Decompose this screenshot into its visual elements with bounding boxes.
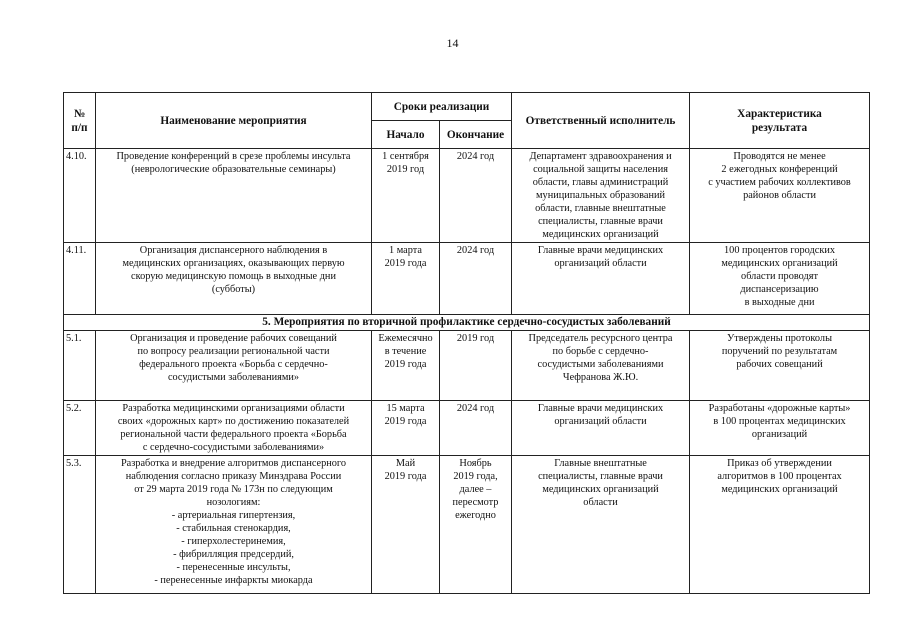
cell-responsible-line: Департамент здравоохранения и: [529, 151, 672, 162]
cell-name-line: - гиперхолестеринемия,: [181, 536, 286, 547]
cell-name-line: Разработка и внедрение алгоритмов диспансерного: [120, 458, 347, 469]
cell-end: [440, 149, 512, 243]
cell-responsible-line: организаций области: [554, 416, 647, 427]
cell-name-line: (субботы): [211, 284, 256, 295]
cell-end-line: Ноябрь: [459, 458, 492, 469]
cell-start-line: 1 сентября: [382, 151, 429, 162]
header-end: Окончание: [440, 121, 512, 149]
cell-name-line: скорую медицинскую помощь в выходные дни: [131, 271, 336, 282]
header-result: Характеристика результата: [690, 93, 870, 149]
header-responsible: Ответственный исполнитель: [512, 93, 690, 149]
cell-responsible-line: специалисты, главные врачи: [538, 471, 663, 482]
header-timing: Сроки реализации: [372, 93, 512, 121]
cell-name: [96, 331, 372, 401]
header-num: № п/п: [64, 93, 96, 149]
cell-result-line: алгоритмов в 100 процентах: [717, 471, 842, 482]
cell-responsible-line: Чефранова Ж.Ю.: [562, 372, 639, 383]
cell-result-line: Проводятся не менее: [733, 151, 826, 162]
cell-name-line: Организация и проведение рабочих совещаний: [130, 333, 337, 344]
cell-start: [372, 401, 440, 456]
cell-start: [372, 149, 440, 243]
cell-name-line: наблюдения согласно приказу Минздрава России: [125, 471, 342, 482]
cell-num: 4.10.: [64, 149, 96, 243]
cell-result-line: в выходные дни: [744, 297, 815, 308]
cell-responsible: [512, 456, 690, 594]
cell-responsible-line: Главные внештатные: [554, 458, 647, 469]
cell-name-line: Проведение конференций в срезе проблемы инсульта: [116, 151, 351, 162]
cell-result: [690, 331, 870, 401]
cell-result-line: 100 процентов городских: [724, 245, 835, 256]
cell-name-line: Организация диспансерного наблюдения в: [139, 245, 328, 256]
table-row: [64, 331, 870, 401]
cell-responsible-line: по борьбе с сердечно-: [552, 346, 649, 357]
cell-name-line: - перенесенные инсульты,: [176, 562, 291, 573]
cell-end: [440, 456, 512, 594]
cell-responsible-line: Председатель ресурсного центра: [528, 333, 673, 344]
table-row: [64, 149, 870, 243]
cell-name-line: - артериальная гипертензия,: [171, 510, 296, 521]
cell-name-line: федерального проекта «Борьба с сердечно-: [139, 359, 328, 370]
cell-result-line: 2 ежегодных конференций: [721, 164, 838, 175]
cell-result-line: рабочих совещаний: [736, 359, 823, 370]
cell-end-line: 2019 года,: [453, 471, 498, 482]
cell-start-line: 1 марта: [389, 245, 422, 256]
page-number: 14: [446, 36, 459, 50]
cell-num: 5.2.: [64, 401, 96, 456]
cell-result-line: Утверждены протоколы: [727, 333, 832, 344]
cell-start-line: 2019 года: [384, 471, 427, 482]
cell-start-line: в течение: [384, 346, 427, 357]
cell-name: [96, 401, 372, 456]
cell-name-line: - перенесенные инфаркты миокарда: [154, 575, 313, 586]
header-start: Начало: [372, 121, 440, 149]
cell-responsible-line: области, главы администраций: [532, 177, 669, 188]
header-name: Наименование мероприятия: [96, 93, 372, 149]
cell-name-line: региональной части федерального проекта «Борьба: [120, 429, 347, 440]
cell-end: [440, 331, 512, 401]
cell-name-line: Разработка медицинскими организациями области: [122, 403, 345, 414]
table-row: [64, 243, 870, 315]
cell-result-line: в 100 процентах медицинских: [713, 416, 846, 427]
cell-responsible-line: Главные врачи медицинских: [537, 245, 664, 256]
cell-num: 5.1.: [64, 331, 96, 401]
table-row: [64, 401, 870, 456]
cell-name: [96, 149, 372, 243]
cell-end-line: 2024 год: [456, 245, 495, 256]
cell-name-line: нозологиям:: [206, 497, 261, 508]
cell-result-line: медицинских организаций: [721, 258, 838, 269]
cell-responsible: [512, 401, 690, 456]
cell-responsible-line: социальной защиты населения: [533, 164, 668, 175]
activities-table: [63, 92, 870, 594]
cell-start-line: 2019 года: [384, 258, 427, 269]
cell-num: 5.3.: [64, 456, 96, 594]
cell-start-line: 2019 год: [386, 164, 425, 175]
cell-start: [372, 243, 440, 315]
table-row: [64, 456, 870, 594]
cell-responsible: [512, 331, 690, 401]
cell-name-line: медицинских организациях, оказывающих первую: [122, 258, 345, 269]
cell-result: [690, 456, 870, 594]
cell-start-line: 2019 года: [384, 416, 427, 427]
cell-name-line: сосудистыми заболеваниями»: [167, 372, 300, 383]
cell-result-line: организаций: [751, 429, 808, 440]
cell-name-line: от 29 марта 2019 года № 173н по следующим: [134, 484, 333, 495]
cell-result-line: диспансеризацию: [740, 284, 819, 295]
cell-name: [96, 456, 372, 594]
cell-responsible-line: медицинских организаций: [542, 484, 659, 495]
cell-end-line: 2019 год: [456, 333, 495, 344]
cell-responsible: [512, 149, 690, 243]
cell-end-line: далее –: [459, 484, 492, 495]
cell-name: [96, 243, 372, 315]
cell-end-line: пересмотр: [452, 497, 499, 508]
cell-start-line: 2019 года: [384, 359, 427, 370]
cell-end: [440, 243, 512, 315]
cell-responsible-line: сосудистыми заболеваниями: [537, 359, 664, 370]
cell-result-line: области проводят: [741, 271, 818, 282]
cell-responsible-line: области, главные внештатные: [535, 203, 666, 214]
cell-responsible-line: специалисты, главные врачи: [538, 216, 663, 227]
cell-name-line: с сердечно-сосудистыми заболеваниями»: [142, 442, 325, 453]
cell-start-line: Ежемесячно: [378, 333, 433, 344]
cell-result-line: медицинских организаций: [721, 484, 838, 495]
cell-end-line: 2024 год: [456, 403, 495, 414]
cell-result-line: районов области: [743, 190, 816, 201]
cell-result: [690, 149, 870, 243]
cell-name-line: - фибрилляция предсердий,: [173, 549, 294, 560]
cell-start: [372, 456, 440, 594]
table-body-section-title: [64, 315, 870, 331]
cell-start-line: Май: [395, 458, 416, 469]
cell-name-line: по вопросу реализации региональной части: [137, 346, 330, 357]
cell-responsible-line: Главные врачи медицинских: [537, 403, 664, 414]
cell-num: 4.11.: [64, 243, 96, 315]
cell-responsible-line: медицинских организаций: [542, 229, 659, 240]
cell-end-line: ежегодно: [455, 510, 496, 521]
cell-name-line: - стабильная стенокардия,: [176, 523, 291, 534]
section-title: 5. Мероприятия по вторичной профилактике сердечно-сосудистых заболеваний: [64, 315, 870, 331]
cell-end: [440, 401, 512, 456]
cell-responsible-line: муниципальных образований: [536, 190, 665, 201]
table-body-section-4: [64, 149, 870, 315]
cell-result-line: Разработаны «дорожные карты»: [708, 403, 851, 414]
cell-result-line: с участием рабочих коллективов: [708, 177, 851, 188]
cell-result: [690, 401, 870, 456]
cell-responsible-line: организаций области: [554, 258, 647, 269]
cell-end-line: 2024 год: [456, 151, 495, 162]
cell-result: [690, 243, 870, 315]
cell-responsible-line: области: [583, 497, 618, 508]
cell-result-line: поручений по результатам: [721, 346, 838, 357]
cell-responsible: [512, 243, 690, 315]
cell-result-line: Приказ об утверждении: [727, 458, 832, 469]
cell-start-line: 15 марта: [386, 403, 425, 414]
cell-name-line: своих «дорожных карт» по достижению показателей: [117, 416, 350, 427]
table-body-section-5: [64, 331, 870, 594]
cell-start: [372, 331, 440, 401]
cell-name-line: (неврологические образовательные семинары): [131, 164, 336, 175]
